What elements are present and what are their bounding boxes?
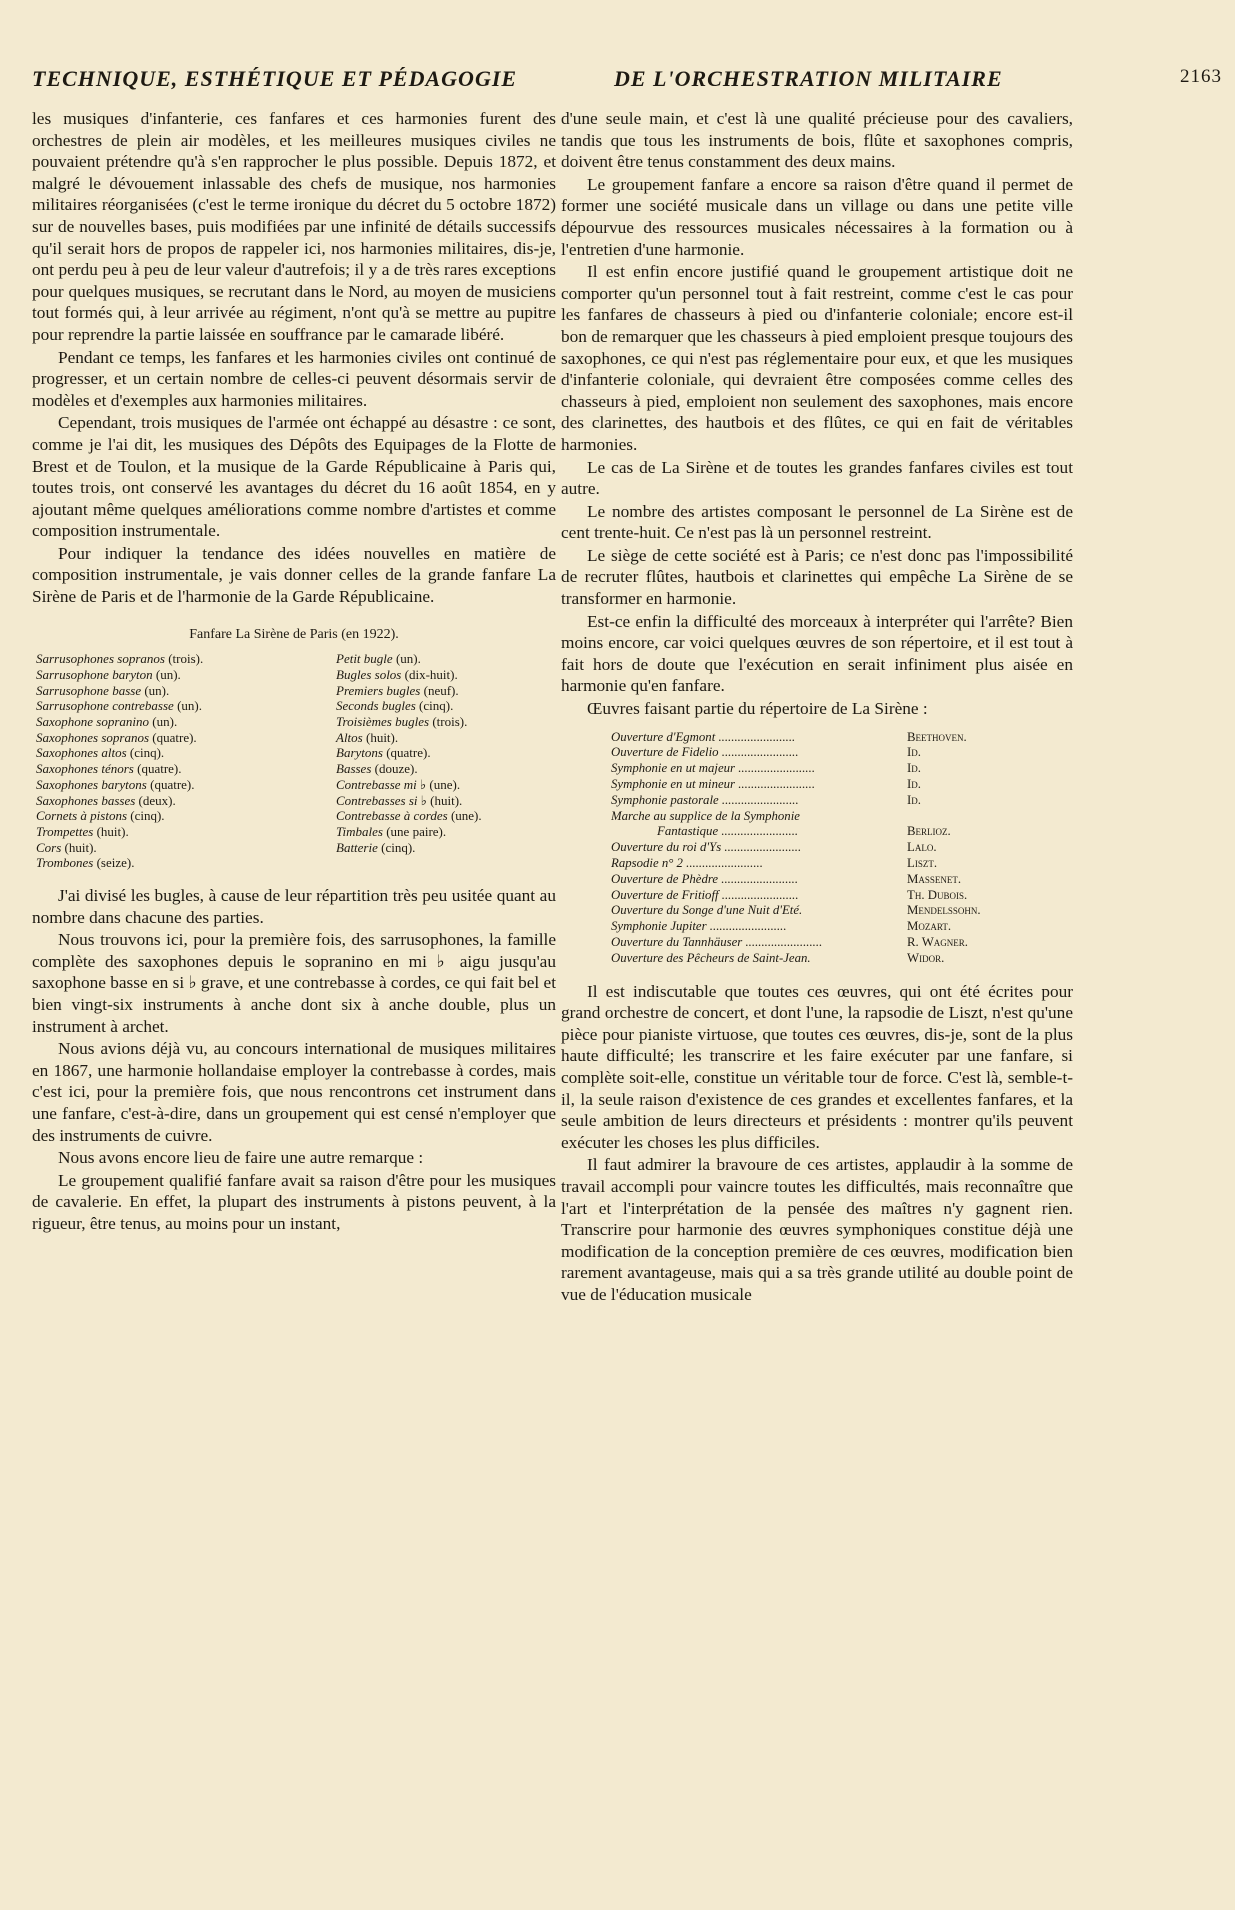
repertoire-list <box>611 730 1073 967</box>
instrument-count: (quatre). <box>386 745 431 761</box>
instrument-name: Saxophones barytons <box>36 776 147 792</box>
work-title: Ouverture de Fidelio ........................ <box>611 745 799 760</box>
composer-name: Berlioz. <box>907 824 951 839</box>
work-title: Fantastique ........................ <box>657 824 799 839</box>
fanfare-instrument-row <box>336 761 551 777</box>
instrument-name: Contrebasse mi ♭ <box>336 776 427 792</box>
repertoire-row <box>611 840 1073 856</box>
instrument-count: (un). <box>177 698 202 714</box>
paragraph: Nous avions déjà vu, au concours international de musiques militaires en 1867, une harmonie hollandaise employer la contrebasse à cordes, mais c'est ici, pour la première fois, que nous rencontrons cet instrument dans une fanfare, c'est-à-dire, dans un groupement qui est censé n'employer que des instruments de cuivre. <box>32 1039 556 1145</box>
paragraph: Le cas de La Sirène et de toutes les grandes fanfares civiles est tout autre. <box>561 457 1073 499</box>
paragraph: Le nombre des artistes composant le personnel de La Sirène est de cent trente-huit. Ce n'est pas là un personnel restreint. <box>561 501 1073 543</box>
paragraph: les musiques d'infanterie, ces fanfares et ces harmonies furent des orchestres de plein air modèles, et les meilleures musiques civiles ne pouvaient prétendre qu'à s'en rapprocher le plus possible. Depuis 1872, et malgré le dévouement inlassable des chefs de musique, nos harmonies militaires réorganisées (c'est le terme ironique du décret du 5 octobre 1872) sur de nouvelles bases, puis modifiées par une infinité de détails successifs qu'il serait hors de propos de rappeler ici, nos harmonies militaires, dis-je, ont perdu peu à peu de leur valeur d'autrefois; il y a de très rares exceptions pour quelques musiques, se recrutant dans le Nord, au moyen de musiciens tout formés qui, à leur arrivée au régiment, n'ont qu'à se mettre au pupitre pour reprendre la partie laissée en souffrance par le camarade libéré. <box>32 109 556 344</box>
composer-name: Beethoven. <box>907 729 967 744</box>
instrument-count: (huit). <box>64 839 97 855</box>
instrument-name: Saxophones ténors <box>36 761 134 777</box>
work-title: Ouverture de Fritioff ........................ <box>611 887 799 902</box>
fanfare-instrument-row <box>36 698 336 714</box>
instrument-count: (trois). <box>432 714 468 730</box>
work-title: Marche au supplice de la Symphonie <box>611 808 800 823</box>
paragraph: Il faut admirer la bravoure de ces artistes, applaudir à la somme de travail accompli pour vaincre toutes les difficultés, mais reconnaître que l'art et l'interprétation de la pensée des maîtres n'y gagnent rien. Transcrire pour harmonie des œuvres symphoniques constitue déjà une modification de la conception première de ces œuvres, modification bien rarement avantageuse, mais qui a sa très grande utilité au double point de vue de l'éducation musicale <box>561 1155 1073 1304</box>
repertoire-row <box>611 745 1073 761</box>
instrument-name: Trompettes <box>36 823 94 839</box>
instrument-count: (cinq). <box>130 808 165 824</box>
fanfare-instrument-row <box>336 777 551 793</box>
paragraph: Il est indiscutable que toutes ces œuvres, qui ont été écrites pour grand orchestre de concert, et dont l'une, la rapsodie de Liszt, n'est qu'une pièce pour pianiste virtuose, que toutes ces œuvres, dis-je, sont de la plus haute difficulté; les transcrire et les faire exécuter par une fanfare, si complète soit-elle, constitue un véritable tour de force. C'est là, semble-t-il, la seule raison d'existence de ces grandes et excellentes fanfares, et la seule ambition de leurs directeurs et présidents : montrer qu'ils peuvent exécuter les choses les plus difficiles. <box>561 981 1073 1152</box>
composer-name: Massenet. <box>907 871 962 886</box>
fanfare-instrument-row <box>36 683 336 699</box>
instrument-name: Sarrusophone baryton <box>36 666 153 682</box>
instrument-name: Cornets à pistons <box>36 808 128 824</box>
composer-name: R. Wagner. <box>907 934 968 949</box>
instrument-name: Contrebasse à cordes <box>336 808 448 824</box>
work-title: Rapsodie n° 2 ........................ <box>611 856 763 870</box>
instrument-name: Saxophone sopranino <box>36 714 150 730</box>
fanfare-instrument-row <box>336 714 551 730</box>
work-title: Ouverture du roi d'Ys ........................ <box>611 840 802 855</box>
paragraph: Le groupement qualifié fanfare avait sa raison d'être pour les musiques de cavalerie. En effet, la plupart des instruments à pistons peuvent, à la rigueur, être tenus, au moins pour un instant, <box>32 1170 556 1233</box>
paragraph: Le groupement fanfare a encore sa raison d'être quand il permet de former une société musicale dans un village ou dans une petite ville dépourvue des ressources musicales nécessaires à la formation ou à l'entretien d'une harmonie. <box>561 174 1073 259</box>
fanfare-instrument-row <box>336 651 551 667</box>
fanfare-instrument-row <box>336 793 551 809</box>
instrument-name: Batterie <box>336 839 378 855</box>
fanfare-instrument-row <box>36 840 336 856</box>
paragraph: Pendant ce temps, les fanfares et les harmonies civiles ont continué de progresser, et un certain nombre de celles-ci peuvent désormais servir de modèles et d'exemples aux harmonies militaires. <box>32 347 556 410</box>
work-title: Symphonie pastorale ........................ <box>611 792 799 807</box>
composer-name: Id. <box>907 792 921 807</box>
repertoire-row <box>611 919 1073 935</box>
instrument-count: (une paire). <box>386 823 447 839</box>
instrument-count: (douze). <box>374 761 418 777</box>
repertoire-row <box>611 935 1073 951</box>
work-title: Symphonie en ut mineur ........................ <box>611 777 816 792</box>
fanfare-instrument-row <box>36 667 336 683</box>
paragraph: Nous trouvons ici, pour la première fois, des sarrusophones, la famille complète des saxophones depuis le sopranino en mi ♭ aigu jusqu'au saxophone basse en si ♭ grave, et une contrebasse à cordes, ce qui fait bel et bien vingt-six instruments à anche dont six à anche double, plus un instrument à archet. <box>32 930 556 1036</box>
instrument-name: Sarrusophones sopranos <box>36 651 165 667</box>
instrument-name: Saxophones sopranos <box>36 729 150 745</box>
instrument-count: (seize). <box>96 855 135 871</box>
instrument-name: Altos <box>336 729 363 745</box>
fanfare-instrument-row <box>36 730 336 746</box>
instrument-count: (cinq). <box>419 698 454 714</box>
work-title: Ouverture de Phèdre ........................ <box>611 871 799 886</box>
work-title: Ouverture du Songe d'une Nuit d'Eté. <box>611 903 803 918</box>
fanfare-instrument-list <box>32 651 556 871</box>
paragraph: Il est enfin encore justifié quand le groupement artistique doit ne comporter qu'un personnel tout à fait restreint, comme c'est le cas pour les fanfares de chasseurs à pied ou d'infanterie coloniale; encore est-il bon de remarquer que les chasseurs à pied emploient presque toujours des saxophones, ce qui n'est pas réglementaire pour eux, et que les musiques d'infanterie coloniale, qui devraient être composées comme celles des chasseurs à pied, emploient non seulement des saxophones, mais encore des clarinettes, des hautbois et des flûtes, ce qui en fait de véritables harmonies. <box>561 262 1073 454</box>
fanfare-instrument-row <box>36 824 336 840</box>
work-title: Ouverture d'Egmont ........................ <box>611 729 796 744</box>
fanfare-list-column <box>32 651 336 871</box>
instrument-name: Timbales <box>336 823 383 839</box>
fanfare-instrument-row <box>336 824 551 840</box>
instrument-name: Bugles solos <box>336 666 402 682</box>
instrument-count: (quatre). <box>137 761 182 777</box>
repertoire-row <box>611 761 1073 777</box>
instrument-name: Seconds bugles <box>336 698 416 714</box>
instrument-name: Basses <box>336 761 372 777</box>
instrument-count: (une). <box>429 776 461 792</box>
composer-name: Th. Dubois. <box>907 887 968 902</box>
fanfare-instrument-row <box>36 761 336 777</box>
instrument-name: Saxophones altos <box>36 745 127 761</box>
composer-name: Liszt. <box>907 856 938 870</box>
fanfare-instrument-row <box>36 855 336 871</box>
instrument-count: (cinq). <box>381 839 416 855</box>
header-left-title: TECHNIQUE, ESTHÉTIQUE ET PÉDAGOGIE <box>32 66 518 91</box>
work-title: Ouverture des Pêcheurs de Saint-Jean. <box>611 950 811 965</box>
composer-name: Id. <box>907 745 921 760</box>
instrument-count: (deux). <box>138 792 176 808</box>
fanfare-instrument-row <box>336 745 551 761</box>
composer-name: Mendelssohn. <box>907 903 981 918</box>
paragraph: Œuvres faisant partie du répertoire de La Sirène : <box>587 699 928 719</box>
fanfare-instrument-row <box>336 683 551 699</box>
instrument-count: (quatre). <box>152 729 197 745</box>
instrument-count: (dix-huit). <box>404 666 458 682</box>
instrument-count: (huit). <box>96 823 129 839</box>
fanfare-instrument-row <box>336 808 551 824</box>
paragraph: Pour indiquer la tendance des idées nouvelles en matière de composition instrumentale, je vais donner celles de la grande fanfare La Sirène de Paris et de l'harmonie de la Garde Républicaine. <box>32 543 556 607</box>
instrument-name: Saxophones basses <box>36 792 136 808</box>
fanfare-list-column <box>336 651 551 871</box>
composer-name: Lalo. <box>907 840 937 855</box>
repertoire-row <box>611 824 1073 840</box>
paragraph: Nous avons encore lieu de faire une autre remarque : <box>58 1148 424 1168</box>
header-right-title: DE L'ORCHESTRATION MILITAIRE <box>614 66 1003 91</box>
fanfare-instrument-row <box>336 730 551 746</box>
composer-name: Mozart. <box>907 919 952 934</box>
instrument-name: Barytons <box>336 745 383 761</box>
repertoire-row <box>611 872 1073 888</box>
instrument-count: (trois). <box>168 651 204 667</box>
paragraph: Cependant, trois musiques de l'armée ont échappé au désastre : ce sont, comme je l'ai dit, les musiques des Dépôts des Equipages de la Flotte de Brest et de Toulon, et la musique de la Garde Républicaine à Paris qui, toutes trois, ont conservé les avantages du décret du 16 août 1854, en y ajoutant même quelques améliorations comme nombre d'artistes et comme composition instrumentale. <box>32 413 556 541</box>
running-header <box>32 66 1222 96</box>
instrument-name: Contrebasses si ♭ <box>336 792 427 808</box>
composer-name: Widor. <box>907 950 945 965</box>
fanfare-instrument-row <box>336 698 551 714</box>
paragraph: d'une seule main, et c'est là une qualité précieuse pour des cavaliers, tandis que tous les instruments de bois, flûte et saxophones compris, doivent être tenus constamment des deux mains. <box>561 109 1073 172</box>
page-number: 2163 <box>1180 66 1222 87</box>
repertoire-row <box>611 809 1073 825</box>
repertoire-row <box>611 856 1073 872</box>
instrument-name: Petit bugle <box>336 651 393 667</box>
instrument-name: Premiers bugles <box>336 682 421 698</box>
fanfare-instrument-row <box>36 745 336 761</box>
fanfare-instrument-row <box>36 714 336 730</box>
instrument-count: (neuf). <box>423 682 459 698</box>
composer-name: Id. <box>907 761 921 776</box>
instrument-name: Cors <box>36 839 62 855</box>
work-title: Symphonie Jupiter ........................ <box>611 919 787 934</box>
instrument-count: (un). <box>395 651 421 667</box>
paragraph: J'ai divisé les bugles, à cause de leur répartition très peu usitée quant au nombre dans chacune des parties. <box>32 886 556 927</box>
repertoire-row <box>611 793 1073 809</box>
left-column <box>32 108 556 1236</box>
fanfare-instrument-row <box>36 808 336 824</box>
instrument-name: Troisièmes bugles <box>336 714 430 730</box>
fanfare-instrument-row <box>36 777 336 793</box>
work-title: Ouverture du Tannhäuser ........................ <box>611 934 823 949</box>
instrument-count: (un). <box>144 682 170 698</box>
fanfare-instrument-row <box>336 840 551 856</box>
repertoire-row <box>611 777 1073 793</box>
instrument-count: (un). <box>152 714 178 730</box>
fanfare-instrument-row <box>36 793 336 809</box>
composer-name: Id. <box>907 777 921 792</box>
fanfare-table-title: Fanfare La Sirène de Paris (en 1922). <box>189 626 399 642</box>
instrument-count: (quatre). <box>150 776 195 792</box>
fanfare-instrument-row <box>336 667 551 683</box>
work-title: Symphonie en ut majeur ........................ <box>611 761 816 776</box>
instrument-count: (cinq). <box>129 745 165 761</box>
repertoire-row <box>611 888 1073 904</box>
paragraph: Est-ce enfin la difficulté des morceaux à interpréter qui l'arrête? Bien moins encore, car voici quelques œuvres de son répertoire, et il est tout à fait hors de doute que l'exécution en serait infiniment plus aisée en harmonie qu'en fanfare. <box>561 611 1073 696</box>
repertoire-row <box>611 951 1073 967</box>
instrument-name: Sarrusophone contrebasse <box>36 698 174 714</box>
instrument-name: Sarrusophone basse <box>36 682 142 698</box>
instrument-count: (un). <box>155 666 181 682</box>
right-column <box>561 108 1073 1306</box>
instrument-count: (une). <box>450 808 482 824</box>
fanfare-instrument-row <box>36 651 336 667</box>
repertoire-row <box>611 903 1073 919</box>
instrument-count: (huit). <box>365 729 399 745</box>
instrument-count: (huit). <box>430 792 463 808</box>
paragraph: Le siège de cette société est à Paris; ce n'est donc pas l'impossibilité de recruter flûtes, hautbois et clarinettes qui empêche La Sirène de se transformer en harmonie. <box>561 545 1073 609</box>
instrument-name: Trombones <box>36 855 94 871</box>
repertoire-row <box>611 730 1073 746</box>
